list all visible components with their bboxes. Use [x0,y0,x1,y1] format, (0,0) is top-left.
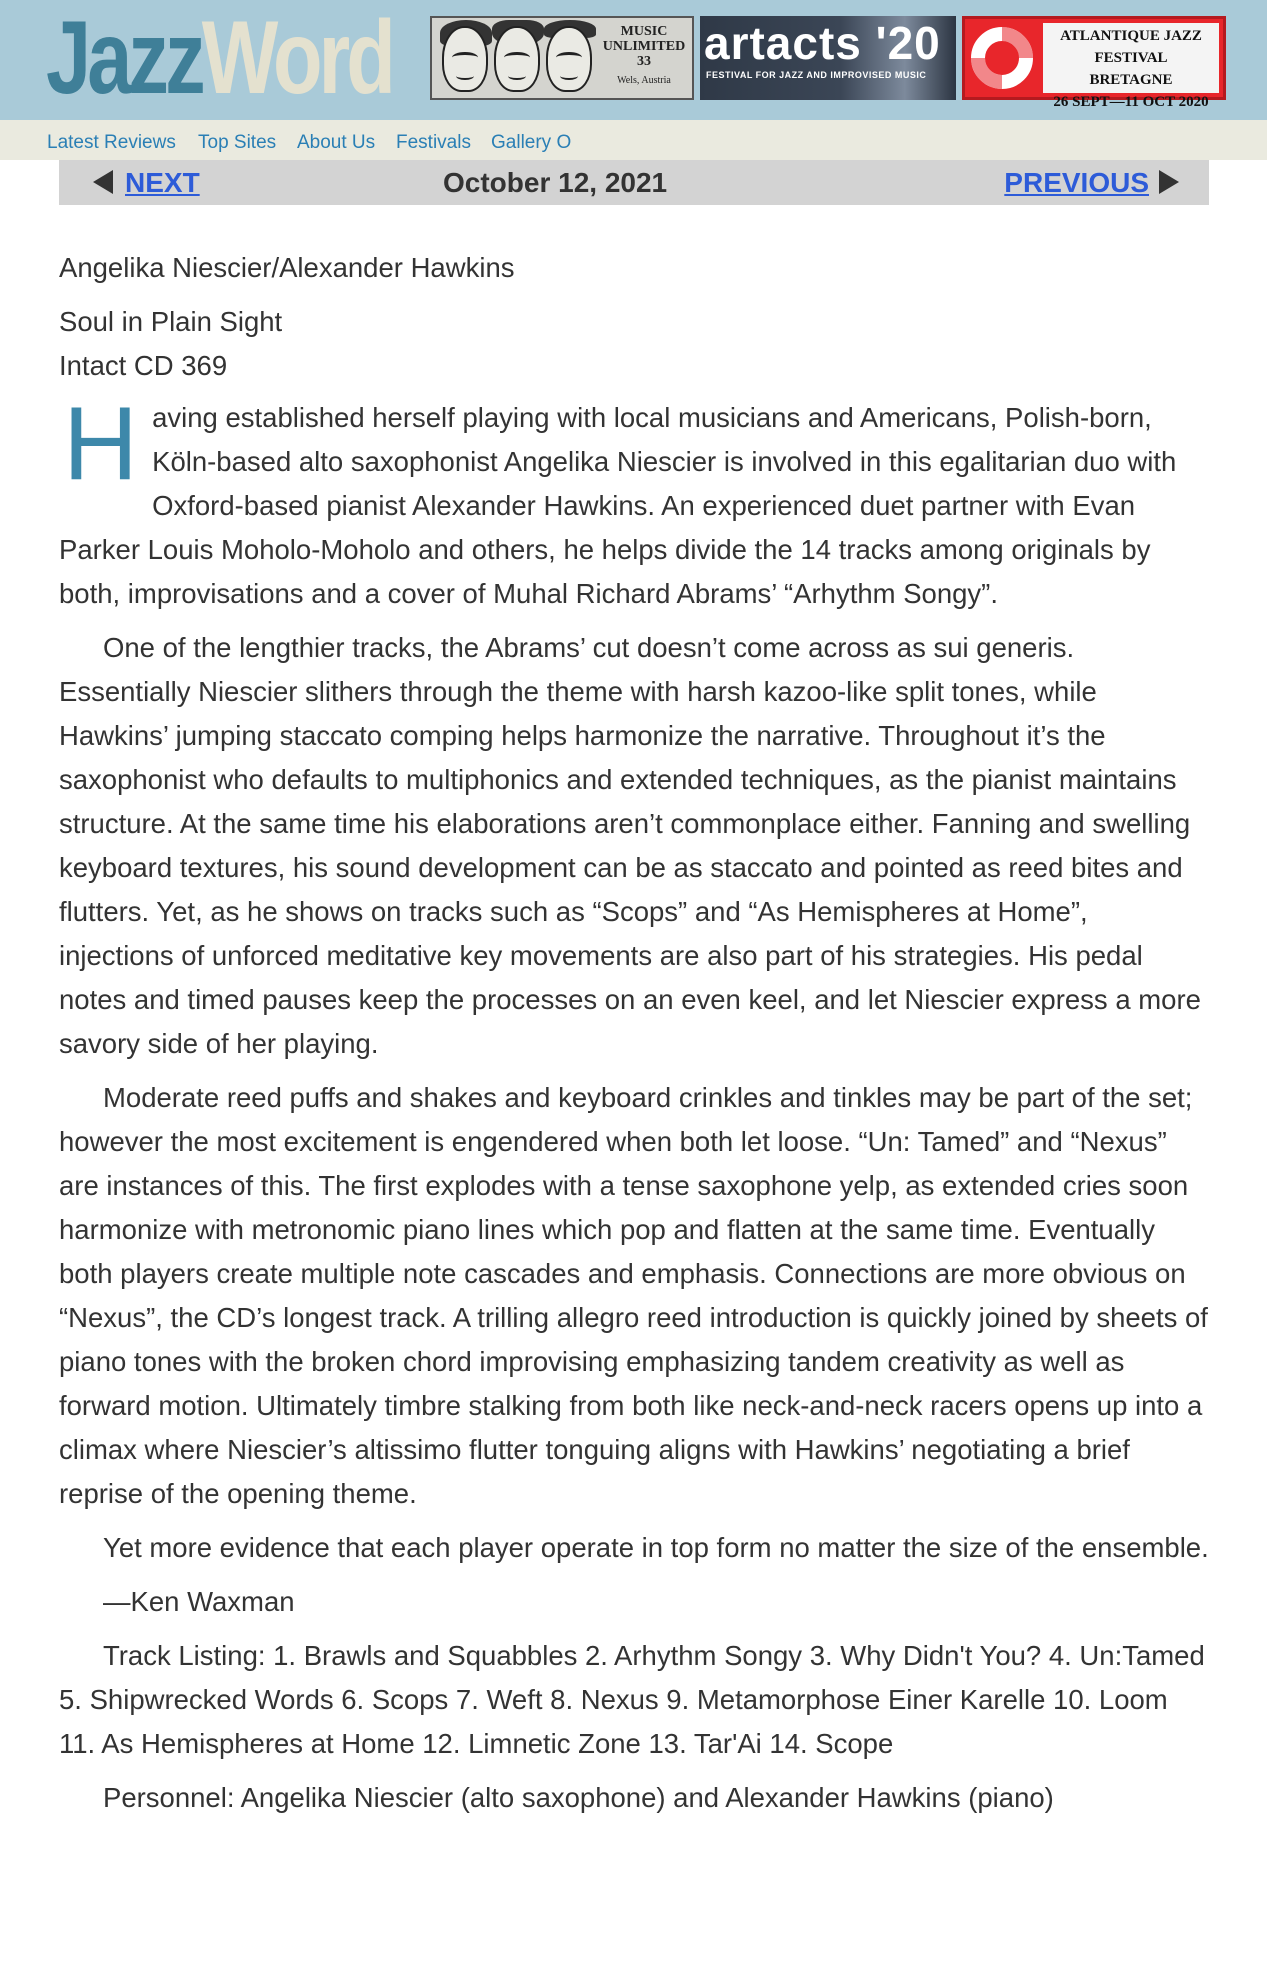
music-unlimited-line1: MUSIC [620,24,668,39]
site-header [0,0,1267,120]
music-unlimited-location: Wels, Austria [617,75,671,86]
previous-label: PREVIOUS [1004,167,1149,198]
next-link[interactable] [93,160,200,205]
drop-cap: H [63,386,139,502]
next-label: NEXT [125,167,200,198]
review-lead-paragraph [59,386,1209,616]
top-nav [0,120,1267,160]
atlantique-line2: BRETAGNE [1089,72,1173,88]
nav-gallery[interactable]: Gallery O [491,132,572,153]
atlantique-text [1043,23,1219,110]
review-article [59,246,1209,1820]
caricature-face-2-icon [494,26,540,92]
nav-festivals[interactable]: Festivals [396,132,471,153]
music-unlimited-line2: UNLIMITED [602,39,686,54]
atlantique-line3: 26 SEPT—11 OCT 2020 [1053,94,1209,110]
track-listing: Track Listing: 1. Brawls and Squabbles 2. Arhythm Songy 3. Why Didn't You? 4. Un:Tamed 5. Shipwrecked Words 6. Scops 7. Weft 8. Nexus 9. Metamorphose Einer Karelle 10. Loom 11. As Hemispheres at Home 12. Limnetic Zone 13. Tar'Ai 14. Scope [59,1640,1205,1759]
artacts-subtitle: FESTIVAL FOR JAZZ AND IMPROVISED MUSIC [706,70,927,80]
ad-banner-atlantique-jazz[interactable] [962,16,1226,110]
logo-part-jazz: Jazz [46,0,202,116]
review-paragraph: Yet more evidence that each player operate in top form no matter the size of the ensemble. [103,1532,1209,1563]
triangle-left-icon [93,170,113,194]
lead-paragraph-text: aving established herself playing with local musicians and Americans, Polish-born, Köln-based alto saxophonist Angelika Niescier is involved in this egalitarian duo with Oxford-based pianist Alexander Hawkins. An experienced duet partner with Evan Parker Louis Moholo-Moholo and others, he helps divide the 14 tracks among originals by both, improvisations and a cover of Muhal Richard Abrams’ “Arhythm Songy”. [59,402,1177,609]
caricature-face-3-icon [546,26,592,92]
review-label-catalog: Intact CD 369 [59,350,228,381]
triangle-right-icon [1159,170,1179,194]
atlantique-line1: ATLANTIQUE JAZZ FESTIVAL [1060,28,1202,66]
music-unlimited-line3: 33 [637,54,651,69]
previous-link[interactable] [1004,160,1179,205]
nav-about-us[interactable]: About Us [297,132,376,153]
artacts-title: artacts '20 [704,17,941,69]
nav-top-sites[interactable]: Top Sites [198,132,277,153]
review-artists: Angelika Niescier/Alexander Hawkins [59,252,515,283]
lifebuoy-icon [971,27,1033,89]
music-unlimited-text [602,24,686,88]
ad-banner-music-unlimited[interactable] [430,16,694,100]
ad-banner-artacts[interactable] [700,16,956,100]
review-author: —Ken Waxman [103,1586,295,1617]
review-album-title: Soul in Plain Sight [59,306,283,337]
caricature-face-1-icon [442,26,488,92]
review-date: October 12, 2021 [443,167,668,198]
pager-bar [59,160,1209,205]
review-paragraph: One of the lengthier tracks, the Abrams’ cut doesn’t come across as sui generis. Essentially Niescier slithers through the theme with harsh kazoo-like split tones, while Hawkins’ jumping staccato comping helps harmonize the narrative. Throughout it’s the saxophonist who defaults to multiphonics and extended techniques, as the pianist maintains structure. At the same time his elaborations aren’t commonplace either. Fanning and swelling keyboard textures, his sound development can be as staccato and pointed as reed bites and flutters. Yet, as he shows on tracks such as “Scops” and “As Hemispheres at Home”, injections of unforced meditative key movements are also part of his strategies. His pedal notes and timed pauses keep the processes on an even keel, and let Niescier express a more savory side of her playing. [59,632,1201,1059]
logo-part-word: Word [201,0,392,116]
review-paragraph: Moderate reed puffs and shakes and keyboard crinkles and tinkles may be part of the set; however the most excitement is engendered when both let loose. “Un: Tamed” and “Nexus” are instances of this. The first explodes with a tense saxophone yelp, as extended cries soon harmonize with metronomic piano lines which pop and flatten at the same time. Eventually both players create multiple note cascades and emphasis. Connections are more obvious on “Nexus”, the CD’s longest track. A trilling allegro reed introduction is quickly joined by sheets of piano tones with the broken chord improvising emphasizing tandem creativity as well as forward motion. Ultimately timbre stalking from both like neck-and-neck racers opens up into a climax where Niescier’s altissimo flutter tonguing aligns with Hawkins’ negotiating a brief reprise of the opening theme. [59,1082,1208,1509]
site-logo[interactable] [46,0,392,116]
personnel: Personnel: Angelika Niescier (alto saxophone) and Alexander Hawkins (piano) [103,1782,1054,1813]
nav-latest-reviews[interactable]: Latest Reviews [47,132,176,153]
